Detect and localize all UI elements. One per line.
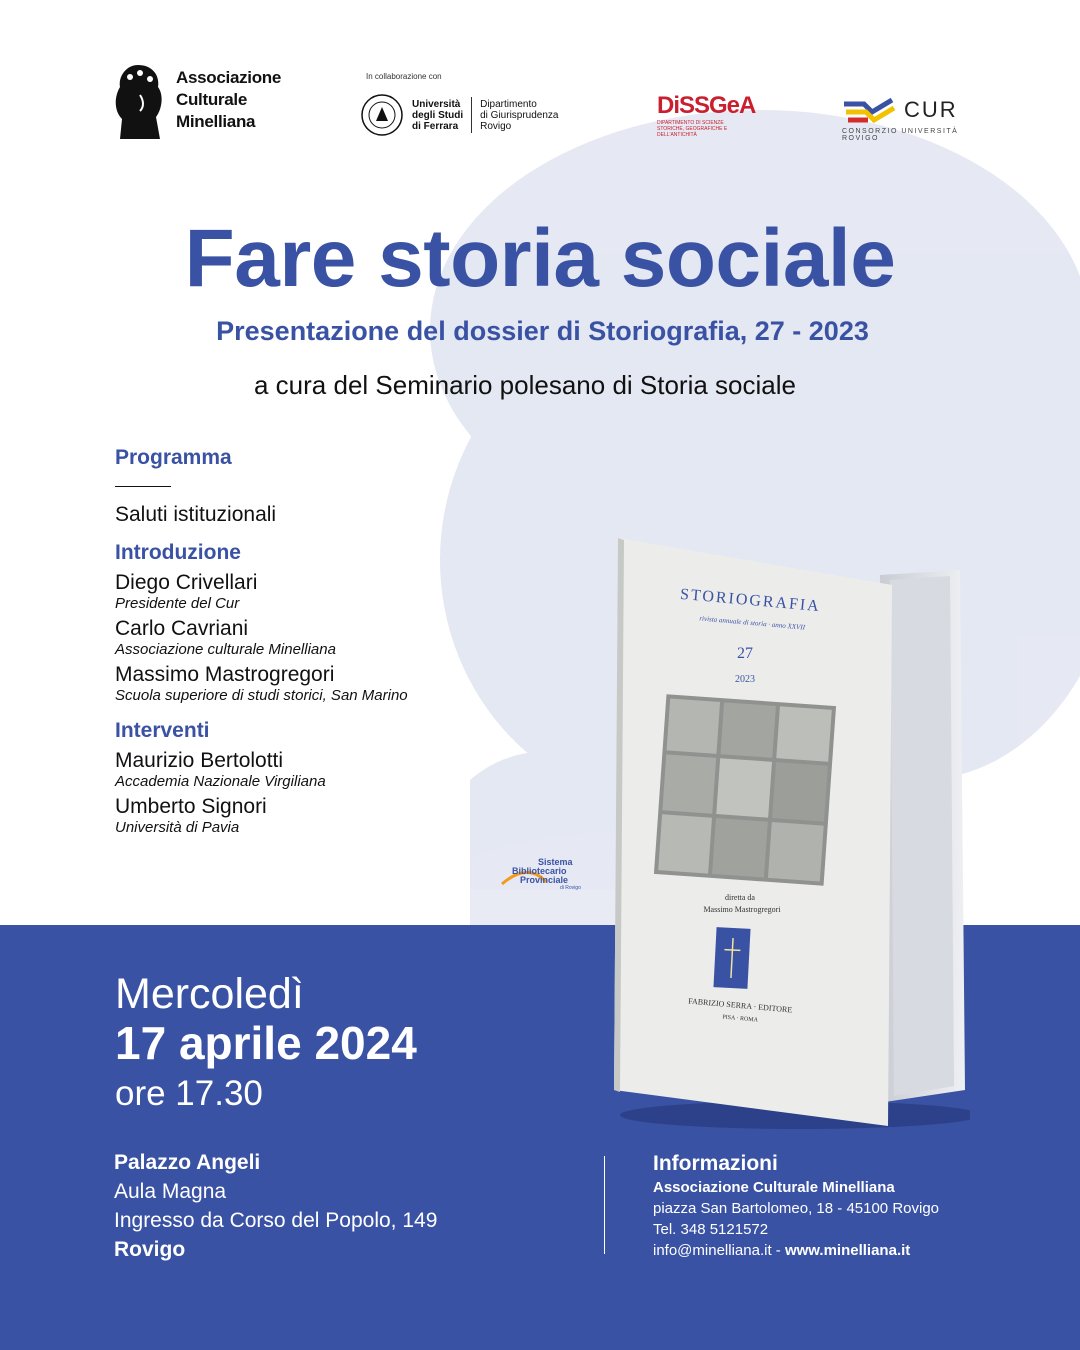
book-tagline: rivista annuale di storia · anno XXVII <box>699 614 806 632</box>
speaker-affiliation: Associazione culturale Minelliana <box>115 641 336 658</box>
unife-divider <box>471 97 472 133</box>
program-heading: Programma <box>115 446 232 469</box>
sbp-logo <box>500 856 590 896</box>
speaker-item <box>115 571 495 613</box>
program-section <box>115 446 495 841</box>
program-greetings: Saluti istituzionali <box>115 503 277 526</box>
unife-name-line3: di Ferrara <box>412 120 459 132</box>
unife-logo <box>360 92 580 138</box>
info-block <box>653 1151 939 1261</box>
intro-heading: Introduzione <box>115 541 241 564</box>
venue-room: Aula Magna <box>114 1180 227 1203</box>
info-org: Associazione Culturale Minelliana <box>653 1179 895 1196</box>
unife-name-line2: degli Studi <box>412 109 464 121</box>
book-title: STORIOGRAFIA <box>679 585 822 616</box>
venue-entrance: Ingresso da Corso del Popolo, 149 <box>114 1209 438 1232</box>
event-time: ore 17.30 <box>115 1074 263 1113</box>
unife-dept-line1: Dipartimento <box>480 98 537 110</box>
event-title: Fare storia sociale <box>184 213 896 304</box>
event-subtitle: Presentazione del dossier di Storiografia, 27 - 2023 <box>216 316 869 346</box>
book-year: 2023 <box>735 674 755 685</box>
book-directed-by: diretta da <box>725 893 755 902</box>
event-date-block <box>115 970 417 1116</box>
info-contacts <box>653 1240 939 1261</box>
unife-name-line1: Università <box>412 98 461 110</box>
speaker-name: Maurizio Bertolotti <box>115 749 284 772</box>
sbp-line1: Sistema <box>538 857 573 867</box>
info-phone: Tel. 348 5121572 <box>653 1221 769 1238</box>
speaker-name: Diego Crivellari <box>115 571 258 594</box>
minelliana-logo <box>110 60 310 140</box>
cur-subtitle: CONSORZIO UNIVERSITÀ ROVIGO <box>842 128 959 142</box>
bust-logo-icon <box>110 61 166 139</box>
info-email-link[interactable]: info@minelliana.it <box>653 1242 772 1259</box>
sbp-line3: Provinciale <box>520 875 569 885</box>
unife-seal-icon <box>360 93 404 137</box>
event-date: 17 aprile 2024 <box>115 1017 417 1069</box>
dissgea-name: DiSSGeA <box>657 92 756 119</box>
minelliana-logo-line1: Associazione <box>176 68 282 87</box>
minelliana-logo-line3: Minelliana <box>176 112 256 131</box>
info-separator: - <box>771 1242 785 1259</box>
speaker-name: Umberto Signori <box>115 795 267 818</box>
info-address: piazza San Bartolomeo, 18 - 45100 Rovigo <box>653 1200 940 1217</box>
speaker-affiliation: Presidente del Cur <box>115 595 240 612</box>
dissgea-logo <box>657 92 756 138</box>
sbp-line4: di Rovigo <box>560 885 581 891</box>
speaker-item <box>115 749 495 791</box>
cur-name: CUR <box>904 97 958 122</box>
book-publisher: FABRIZIO SERRA · EDITORE <box>687 996 793 1015</box>
footer-divider <box>604 1156 605 1254</box>
event-weekday: Mercoledì <box>115 970 304 1018</box>
speaker-item <box>115 663 495 705</box>
book-place: PISA · ROMA <box>722 1014 759 1024</box>
speaker-affiliation: Scuola superiore di studi storici, San Marino <box>115 687 408 704</box>
curated-by: a cura del Seminario polesano di Storia sociale <box>254 370 796 400</box>
venue-block <box>114 1148 437 1264</box>
info-website-link[interactable]: www.minelliana.it <box>784 1242 911 1259</box>
info-heading: Informazioni <box>653 1152 778 1175</box>
minelliana-logo-line2: Culturale <box>176 90 247 109</box>
sbp-line2: Bibliotecario <box>512 866 567 876</box>
program-rule <box>115 486 171 487</box>
cur-logo <box>842 96 972 140</box>
unife-dept-line2: di Giurisprudenza <box>480 109 559 121</box>
venue-name: Palazzo Angeli <box>114 1151 261 1174</box>
cur-mark-icon <box>842 96 898 124</box>
speaker-affiliation: Università di Pavia <box>115 819 240 836</box>
book-editor: Massimo Mastrogregori <box>703 905 781 914</box>
book-relief-grid <box>654 694 836 885</box>
book-cover-image <box>600 530 970 1130</box>
venue-city: Rovigo <box>114 1238 186 1261</box>
speaker-affiliation: Accademia Nazionale Virgiliana <box>115 773 326 790</box>
dissgea-subtitle: DIPARTIMENTO DI SCIENZE STORICHE, GEOGRAFICHE E DELL'ANTICHITÀ <box>657 120 728 138</box>
speaker-item <box>115 795 495 837</box>
book-number: 27 <box>737 645 753 662</box>
collaboration-label: In collaborazione con <box>366 72 442 81</box>
unife-dept-line3: Rovigo <box>480 120 512 132</box>
speaker-name: Carlo Cavriani <box>115 617 249 640</box>
talks-heading: Interventi <box>115 719 210 742</box>
speaker-name: Massimo Mastrogregori <box>115 663 335 686</box>
speaker-item <box>115 617 495 659</box>
